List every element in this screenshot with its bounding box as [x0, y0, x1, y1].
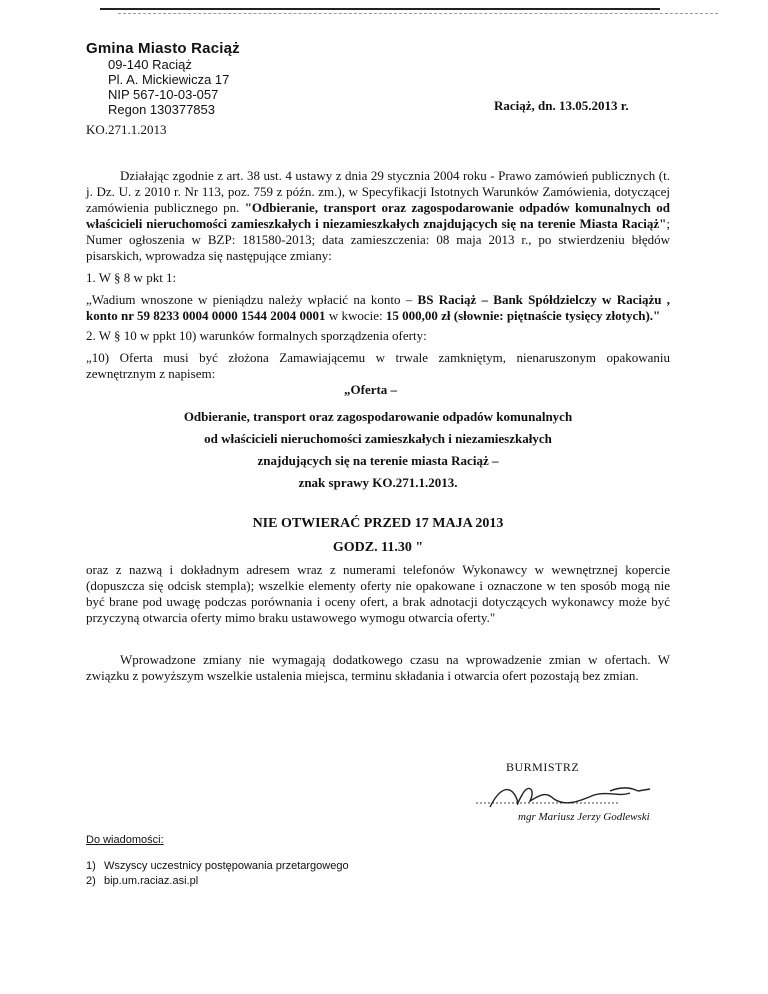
letter-body [86, 168, 670, 688]
do-not-open-line: NIE OTWIERAĆ PRZED 17 MAJA 2013 [252, 516, 504, 531]
change1-text [86, 292, 670, 324]
envelope-line: od właścicieli nieruchomości zamieszkałych i niezamieszkałych [204, 431, 552, 446]
change2-header: 2. W § 10 w ppkt 10) warunków formalnych sporządzenia oferty: [86, 328, 427, 343]
sender-block [86, 40, 240, 117]
intro-text-a: Działając zgodnie z art. 38 ust. 4 ustawy z dnia 29 stycznia 2004 roku - Prawo zamówień publicznych (t. j. Dz. U. z 2010 r. Nr 113, poz. 759 z późn. zm.), w Specyfikacji Istotnych Warunków Zamówienia, dotyczącej zamówienia publicznego pn. [86, 168, 670, 215]
sender-line: 09-140 Raciąż [108, 57, 192, 72]
signer-name: mgr Mariusz Jerzy Godlewski [518, 811, 650, 823]
intro-paragraph [86, 168, 670, 264]
place-date [494, 98, 629, 114]
change1-text-a: „Wadium wnoszone w pieniądzu należy wpłacić na konto – [86, 292, 418, 307]
reference-number: KO.271.1.2013 [86, 122, 167, 137]
sender-address [108, 57, 240, 117]
cc-item-num: 2) [86, 875, 96, 887]
do-not-open-time: GODZ. 11.30 " [332, 540, 424, 555]
cc-item [86, 875, 349, 887]
tender-title: "Odbieranie, transport oraz zagospodarowanie odpadów komunalnych od właścicieli nieruchomości zamieszkałych i niezamieszkałych znajdujących się na terenie Miasta Raciąż" [86, 200, 670, 231]
change1-header: 1. W § 8 w pkt 1: [86, 270, 177, 285]
cc-header: Do wiadomości: [86, 834, 164, 846]
envelope-line: Odbieranie, transport oraz zagospodarowanie odpadów komunalnych [183, 409, 573, 424]
envelope-line: znak sprawy KO.271.1.2013. [298, 475, 458, 490]
final-paragraph: Wprowadzone zmiany nie wymagają dodatkowego czasu na wprowadzenie zmian w ofertach. W związku z powyższym wszelkie ustalenia miejsca, terminu składania i otwarcia ofert pozostają bez zmian. [86, 652, 670, 683]
change2-line1: „10) Oferta musi być złożona Zamawiającemu w trwale zamkniętym, nienaruszonym opakowaniu zewnętrznym z napisem: [86, 350, 670, 381]
do-not-open-notice [86, 512, 670, 560]
envelope-caption [86, 406, 670, 494]
signature-block [470, 760, 690, 823]
sender-line: NIP 567-10-03-057 [108, 87, 219, 102]
sender-name: Gmina Miasto Raciąż [86, 40, 240, 57]
cc-item-text: Wszyscy uczestnicy postępowania przetargowego [104, 860, 349, 872]
oferta-label: „Oferta – [344, 382, 398, 397]
place-date-text: Raciąż, dn. 13.05.2013 r. [494, 98, 629, 113]
bank-account: BS Raciąż – Bank Spółdzielczy w Raciążu , konto nr 59 8233 0004 0000 1544 2004 0001 [86, 292, 670, 323]
envelope-line: znajdujących się na terenie miasta Raciąż – [257, 453, 499, 468]
deposit-amount: 15 000,00 zł (słownie: piętnaście tysięcy złotych)." [385, 308, 661, 323]
sender-line: Pl. A. Mickiewicza 17 [108, 72, 230, 87]
scan-edge-line [100, 8, 660, 10]
cc-item [86, 860, 349, 872]
signature-title: BURMISTRZ [506, 760, 580, 774]
scan-edge-line-faint [118, 13, 718, 14]
sender-line: Regon 130377853 [108, 102, 215, 117]
cc-block [86, 834, 349, 890]
intro-text-b: ; Numer ogłoszenia w BZP: 181580-2013; data zamieszczenia: 08 maja 2013 r., po stwierdzeniu błędów pisarskich, wprowadza się następujące zmiany: [86, 216, 670, 263]
change1-text-b: w kwocie: [325, 308, 386, 323]
change2-closing: oraz z nazwą i dokładnym adresem wraz z numerami telefonów Wykonawcy w wewnętrznej kopercie (dopuszcza się odcisk stempla); wszelkie elementy oferty nie opakowane i oznaczone w ten sposób mogą nie być brane pod uwagę podczas porównania i oceny ofert, a brak adnotacji dotyczących wykonawcy może być przyczyną otwarcia oferty mimo braku ustawowego wymogu otwarcia oferty." [86, 562, 670, 625]
cc-item-num: 1) [86, 860, 96, 872]
cc-item-text: bip.um.raciaz.asi.pl [104, 875, 199, 887]
